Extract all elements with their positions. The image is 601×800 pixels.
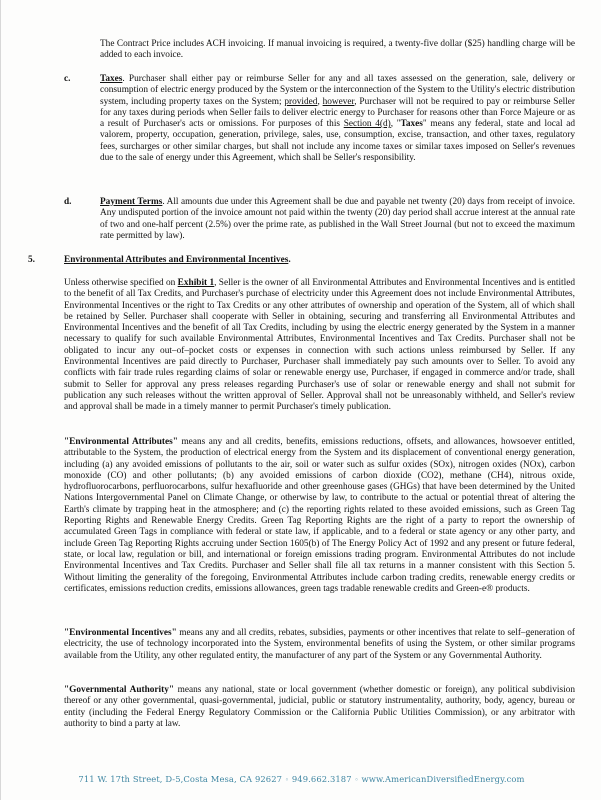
page-footer [1, 774, 601, 784]
footer-website-link[interactable]: www.AmericanDiversifiedEnergy.com [361, 774, 525, 784]
provided-term: provided [284, 96, 318, 107]
section-5-heading: Environmental Attributes and Environmental Incentives. [64, 255, 291, 265]
footer-phone: 949.662.3187 [291, 774, 352, 784]
section-5-title: Environmental Attributes and Environmental Incentives [64, 255, 289, 265]
section-d-marker: d. [64, 197, 72, 207]
environmental-incentives-definition: "Environmental Incentives" means any and all credits, rebates, subsidies, payments or other incentives that relate to self–generation of electricity, the use of technology incorporated into the System, environmental benefits of using the System, or other similar programs available from the Utility, any other regulated entity, the manufacturer of any part of the System or any Governmental Authority. [64, 628, 576, 661]
section-d-paragraph: Payment Terms. All amounts due under this Agreement shall be due and payable net twenty (20) days from receipt of invoice. Any undisputed portion of the invoice amount not paid within the twenty (20) day period shall accrue interest at the annual rate of two and one-half percent (2.5%) over the prime rate, as published in the Wall Street Journal (but not to exceed the maximum rate permitted by law). [100, 197, 575, 241]
environmental-incentives-term: "Environmental Incentives" [64, 628, 177, 638]
taxes-defined-term: Taxes [400, 119, 423, 130]
footer-separator: ◦ [354, 776, 359, 784]
section-c-marker: c. [64, 74, 71, 84]
however-term: however [322, 96, 355, 107]
section-5-number: 5. [28, 255, 35, 265]
section-c-paragraph: Taxes. Purchaser shall either pay or reimburse Seller for any and all taxes assessed on the generation, sale, delivery or consumption of electric energy produced by the System or the interconnection of the System to the Utility's electric distribution system, including property taxes on the System; provided, however, Purchaser will not be required to pay or reimburse Seller for any taxes during periods when Seller fails to deliver electric energy to Purchaser for reasons other than Force Majeure or as a result of Purchaser's acts or omissions. For purposes of this Section 4(d), "Taxes" means any federal, state and local ad valorem, property, occupation, generation, privilege, sales, use, consumption, excise, transaction, and other taxes, regulatory fees, surcharges or other similar charges, but shall not include any income taxes or similar taxes imposed on Seller's revenues due to the sale of energy under this Agreement, which shall be Seller's responsibility. [100, 74, 575, 164]
intro-paragraph: The Contract Price includes ACH invoicing. If manual invoicing is required, a twenty-five dollar ($25) handling charge will be added to each invoice. [100, 39, 575, 61]
footer-separator: ◦ [284, 776, 290, 784]
governmental-authority-definition: "Governmental Authority" means any national, state or local government (whether domestic or foreign), any political subdivision thereof or any other governmental, quasi-governmental, judicial, public or statutory instrumentality, authority, body, agency, bureau or entity (including the Federal Energy Regulatory Commission or the California Public Utilities Commission), or any arbitrator with authority to bind a party at law. [64, 685, 575, 729]
environmental-attributes-definition: "Environmental Attributes" means any and all credits, benefits, emissions reductions, offsets, and allowances, howsoever entitled, attributable to the System, the production of electrical energy from the System and its displacement of conventional energy generation, including (a) any avoided emissions of pollutants to the air, soil or water such as sulfur oxides (SOx), nitrogen oxides (NOx), carbon monoxide (CO) and other pollutants; (b) any avoided emissions of carbon dioxide (CO2), methane (CH4), nitrous oxide, hydrofluorocarbons, perfluorocarbons, sulfur hexafluoride and other greenhouse gases (GHGs) that have been determined by the United Nations Intergovernmental Panel on Climate Change, or otherwise by law, to contribute to the actual or potential threat of altering the Earth's climate by trapping heat in the atmosphere; and (c) the reporting rights related to these avoided emissions, such as Green Tag Reporting Rights and Renewable Energy Credits. Green Tag Reporting Rights are the right of a party to report the ownership of accumulated Green Tags in compliance with federal or state law, if applicable, and to a federal or state agency or any other party, and include Green Tag Reporting Rights accruing under Section 1605(b) of The Energy Policy Act of 1992 and any present or future federal, state, or local law, regulation or bill, and international or foreign emissions trading program. Environmental Attributes do not include Environmental Incentives and Tax Credits. Purchaser and Seller shall file all tax returns in a manner consistent with this Section 5. Without limiting the generality of the foregoing, Environmental Attributes include carbon trading credits, renewable energy credits or certificates, emissions reduction credits, emissions allowances, green tags tradable renewable credits and Green-e® products. [64, 437, 575, 594]
exhibit-1-link: Exhibit 1 [177, 278, 215, 288]
governmental-authority-term: "Governmental Authority" [64, 685, 175, 695]
footer-address: 711 W. 17th Street, D-5,Costa Mesa, CA 92627 [78, 774, 283, 784]
section-c-title: Taxes [100, 74, 123, 84]
section-ref-link: Section 4(d) [343, 119, 391, 130]
environmental-attributes-term: "Environmental Attributes" [64, 437, 178, 447]
section-5-paragraph-1: Unless otherwise specified on Exhibit 1, Seller is the owner of all Environmental Attributes and Environmental Incentives and is entitled to the benefit of all Tax Credits, and Purchaser's purchase of electricity under this Agreement does not include Environmental Attributes, Environmental Incentives or the right to Tax Credits or any other attributes of ownership and operation of the System, all of which shall be retained by Seller. Purchaser shall cooperate with Seller in obtaining, securing and transferring all Environmental Attributes and Environmental Incentives and the benefit of all Tax Credits, including by using the electric energy generated by the System in a manner necessary to qualify for such available Environmental Attributes, Environmental Incentives and Tax Credits. Purchaser shall not be obligated to incur any out–of–pocket costs or expenses in connection with such actions unless reimbursed by Seller. If any Environmental Incentives are paid directly to Purchaser, Purchaser shall immediately pay such amounts over to Seller. To avoid any conflicts with fair trade rules regarding claims of solar or renewable energy use, Purchaser, if engaged in commerce and/or trade, shall submit to Seller for approval any press releases regarding Purchaser's use of solar or renewable energy and shall not submit for publication any such releases without the written approval of Seller. Approval shall not be unreasonably withheld, and Seller's review and approval shall be made in a timely manner to permit Purchaser's timely publication. [64, 278, 576, 413]
section-d-title: Payment Terms [100, 197, 163, 207]
